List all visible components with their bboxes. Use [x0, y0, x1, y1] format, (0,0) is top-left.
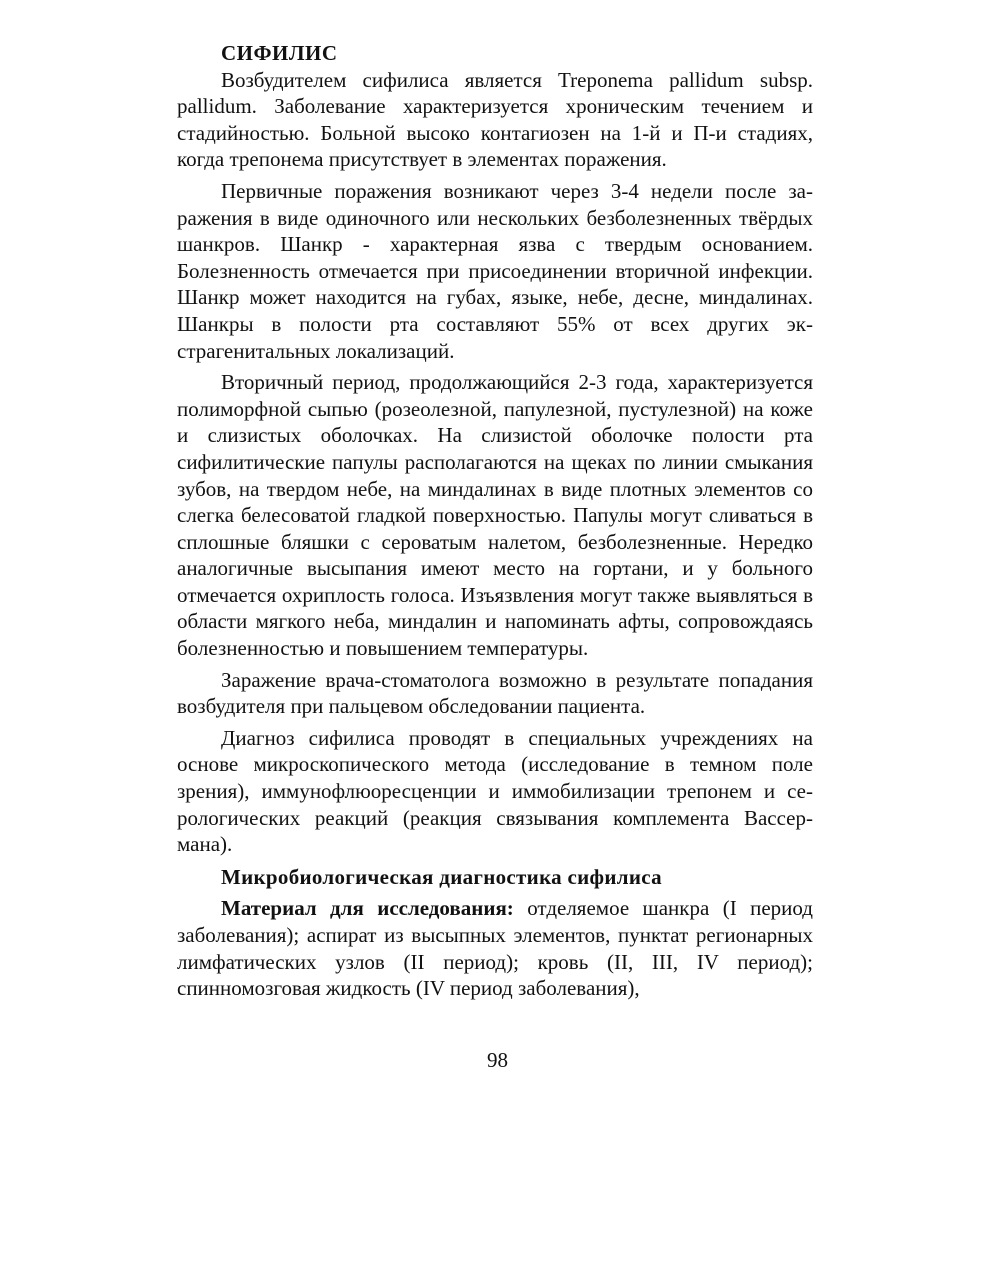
page-number: 98 — [487, 1048, 508, 1072]
page-title: СИФИЛИС — [221, 41, 338, 65]
text-block — [177, 40, 813, 1002]
paragraph-material — [177, 895, 813, 1001]
material-label: Материал для исследования: — [221, 896, 514, 921]
material-text: отделяемое шанкра (I период заболевания); аспират из высыпных элементов, пунктат регионарных лимфатических узлов (II период); кровь (II, III, IV период); спинномозговая жидкость (IV период заболевания), — [177, 896, 813, 1001]
paragraph-secondary-period: Вторичный период, продолжающийся 2-3 года, характеризуется полиморфной сыпью (розеолезной, папулезной, пустулезной) на коже и слизистых оболочках. На слизистой оболочке полости рта сифилитические папулы располагаются на щеках по линии смыкания зубов, на твердом небе, на миндалинах в виде плотных элементов со слегка белесоватой гладкой поверхностью. Папулы могут сливаться в сплошные бляшки с сероватым налетом, безболезненные. Нередко аналогичные высыпания имеют место на гортани, и у больного отмечается охриплость голоса. Изъязвления могут также выявляться в области мягкого неба, миндалин и напоминать афты, сопровождаясь болезненностью и повышением температуры. — [177, 370, 813, 661]
paragraph-dentist-infection: Заражение врача-стоматолога возможно в результате попадания возбудителя при пальцевом обследовании пациента. — [177, 667, 813, 719]
section-subheading: Микробиологическая диагностика сифилиса — [221, 864, 662, 889]
paragraph-primary-lesions: Первичные поражения возникают через 3-4 недели после заражения в виде одиночного или нескольких безболезненных твёрдых шанкров. Шанкр - характерная язва с твердым основанием. Болезненность отмечается при присоединении вторичной инфекции. Шанкр может находится на губах, языке, небе, десне, миндалинах. Шанкры в полости рта составляют 55% от всех других экстрагенитальных локализаций. — [177, 178, 813, 363]
paragraph-diagnosis: Диагноз сифилиса проводят в специальных учреждениях на основе микроскопического метода (исследование в темном поле зрения), иммунофлюоресценции и иммобилизации трепонем и серологических реакций (реакция связывания комплемента Вассермана). — [177, 725, 813, 857]
paragraph-causative-agent: Возбудителем сифилиса является Treponema pallidum subsp. pallidum. Заболевание характеризуется хроническим течением и стадийностью. Больной высоко контагиозен на 1-й и П-и стадиях, когда трепонема присутствует в элементах поражения. — [177, 67, 813, 172]
